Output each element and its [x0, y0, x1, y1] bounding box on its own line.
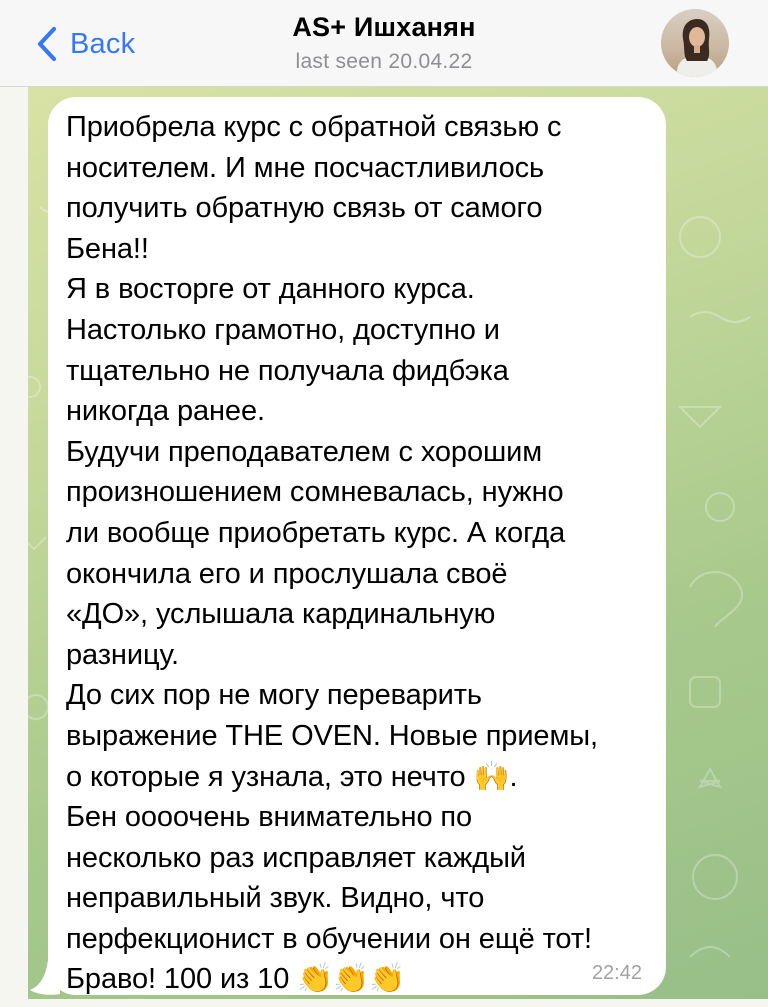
chat-title[interactable]: AS+ Ишханян — [292, 12, 476, 42]
screenshot-frame-edge — [0, 87, 28, 1007]
message-text: Приобрела курс с обратной связью с носителем. И мне посчастливилось получить обратную связь от самого Бена!! Я в восторге от данного курса. Настолько грамотно, доступно и тщательно не получала фидбэка никогда ранее. Будучи преподавателем с хорошим произношением сомневалась, нужно ли вообще приобретать курс. А когда окончила его и прослушала своё «ДО», услышала кардинальную разницу. До сих пор не могу переварить выражение THE OVEN. Новые приемы, о которые я узнала, это нечто 🙌. Бен оооочень внимательно по несколько раз исправляет каждый неправильный звук. Видно, что перфекционист в обучении он ещё тот! Браво! 100 из 10 👏👏👏 — [66, 111, 598, 996]
message-bubble[interactable] — [48, 97, 666, 995]
contact-avatar[interactable] — [661, 9, 729, 77]
last-seen-status: last seen 20.04.22 — [295, 50, 473, 73]
message-time: 22:42 — [591, 962, 642, 984]
chat-header — [0, 0, 768, 87]
screenshot-frame-edge-bottom — [0, 999, 768, 1007]
back-label: Back — [70, 27, 136, 60]
